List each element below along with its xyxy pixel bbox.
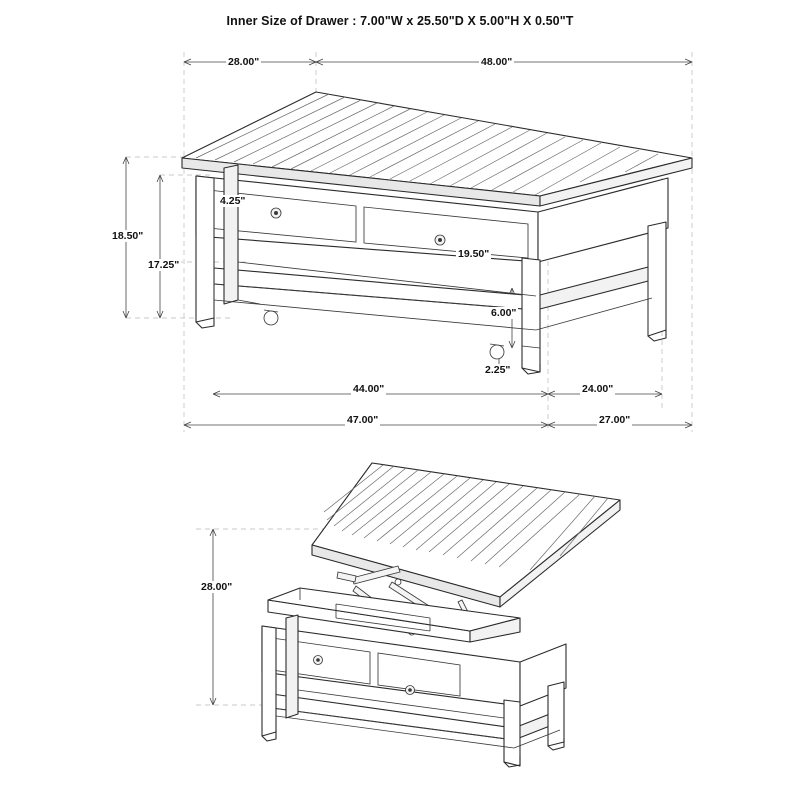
closed-table-illustration xyxy=(182,92,692,374)
page-title: Inner Size of Drawer : 7.00"W x 25.50"D X 5.00"H X 0.50"T xyxy=(226,14,574,28)
dim-drawer-front-height: 4.25" xyxy=(220,195,246,207)
dim-overall-height: 18.50" xyxy=(112,230,144,242)
dim-shelf-clearance: 6.00" xyxy=(491,307,517,319)
dim-base-depth: 24.00" xyxy=(582,383,614,395)
dim-top-depth: 28.00" xyxy=(228,56,260,68)
dim-top-width: 48.00" xyxy=(481,56,513,68)
dim-lift-height: 28.00" xyxy=(201,581,233,593)
dim-shelf-height: 17.25" xyxy=(148,259,180,271)
dim-bottom-rail: 2.25" xyxy=(485,364,511,376)
dim-lower-width: 47.00" xyxy=(347,414,379,426)
dim-base-width: 44.00" xyxy=(353,383,385,395)
dim-drawer-width: 19.50" xyxy=(458,248,490,260)
lifted-table-illustration xyxy=(262,463,620,767)
dim-lower-depth: 27.00" xyxy=(599,414,631,426)
